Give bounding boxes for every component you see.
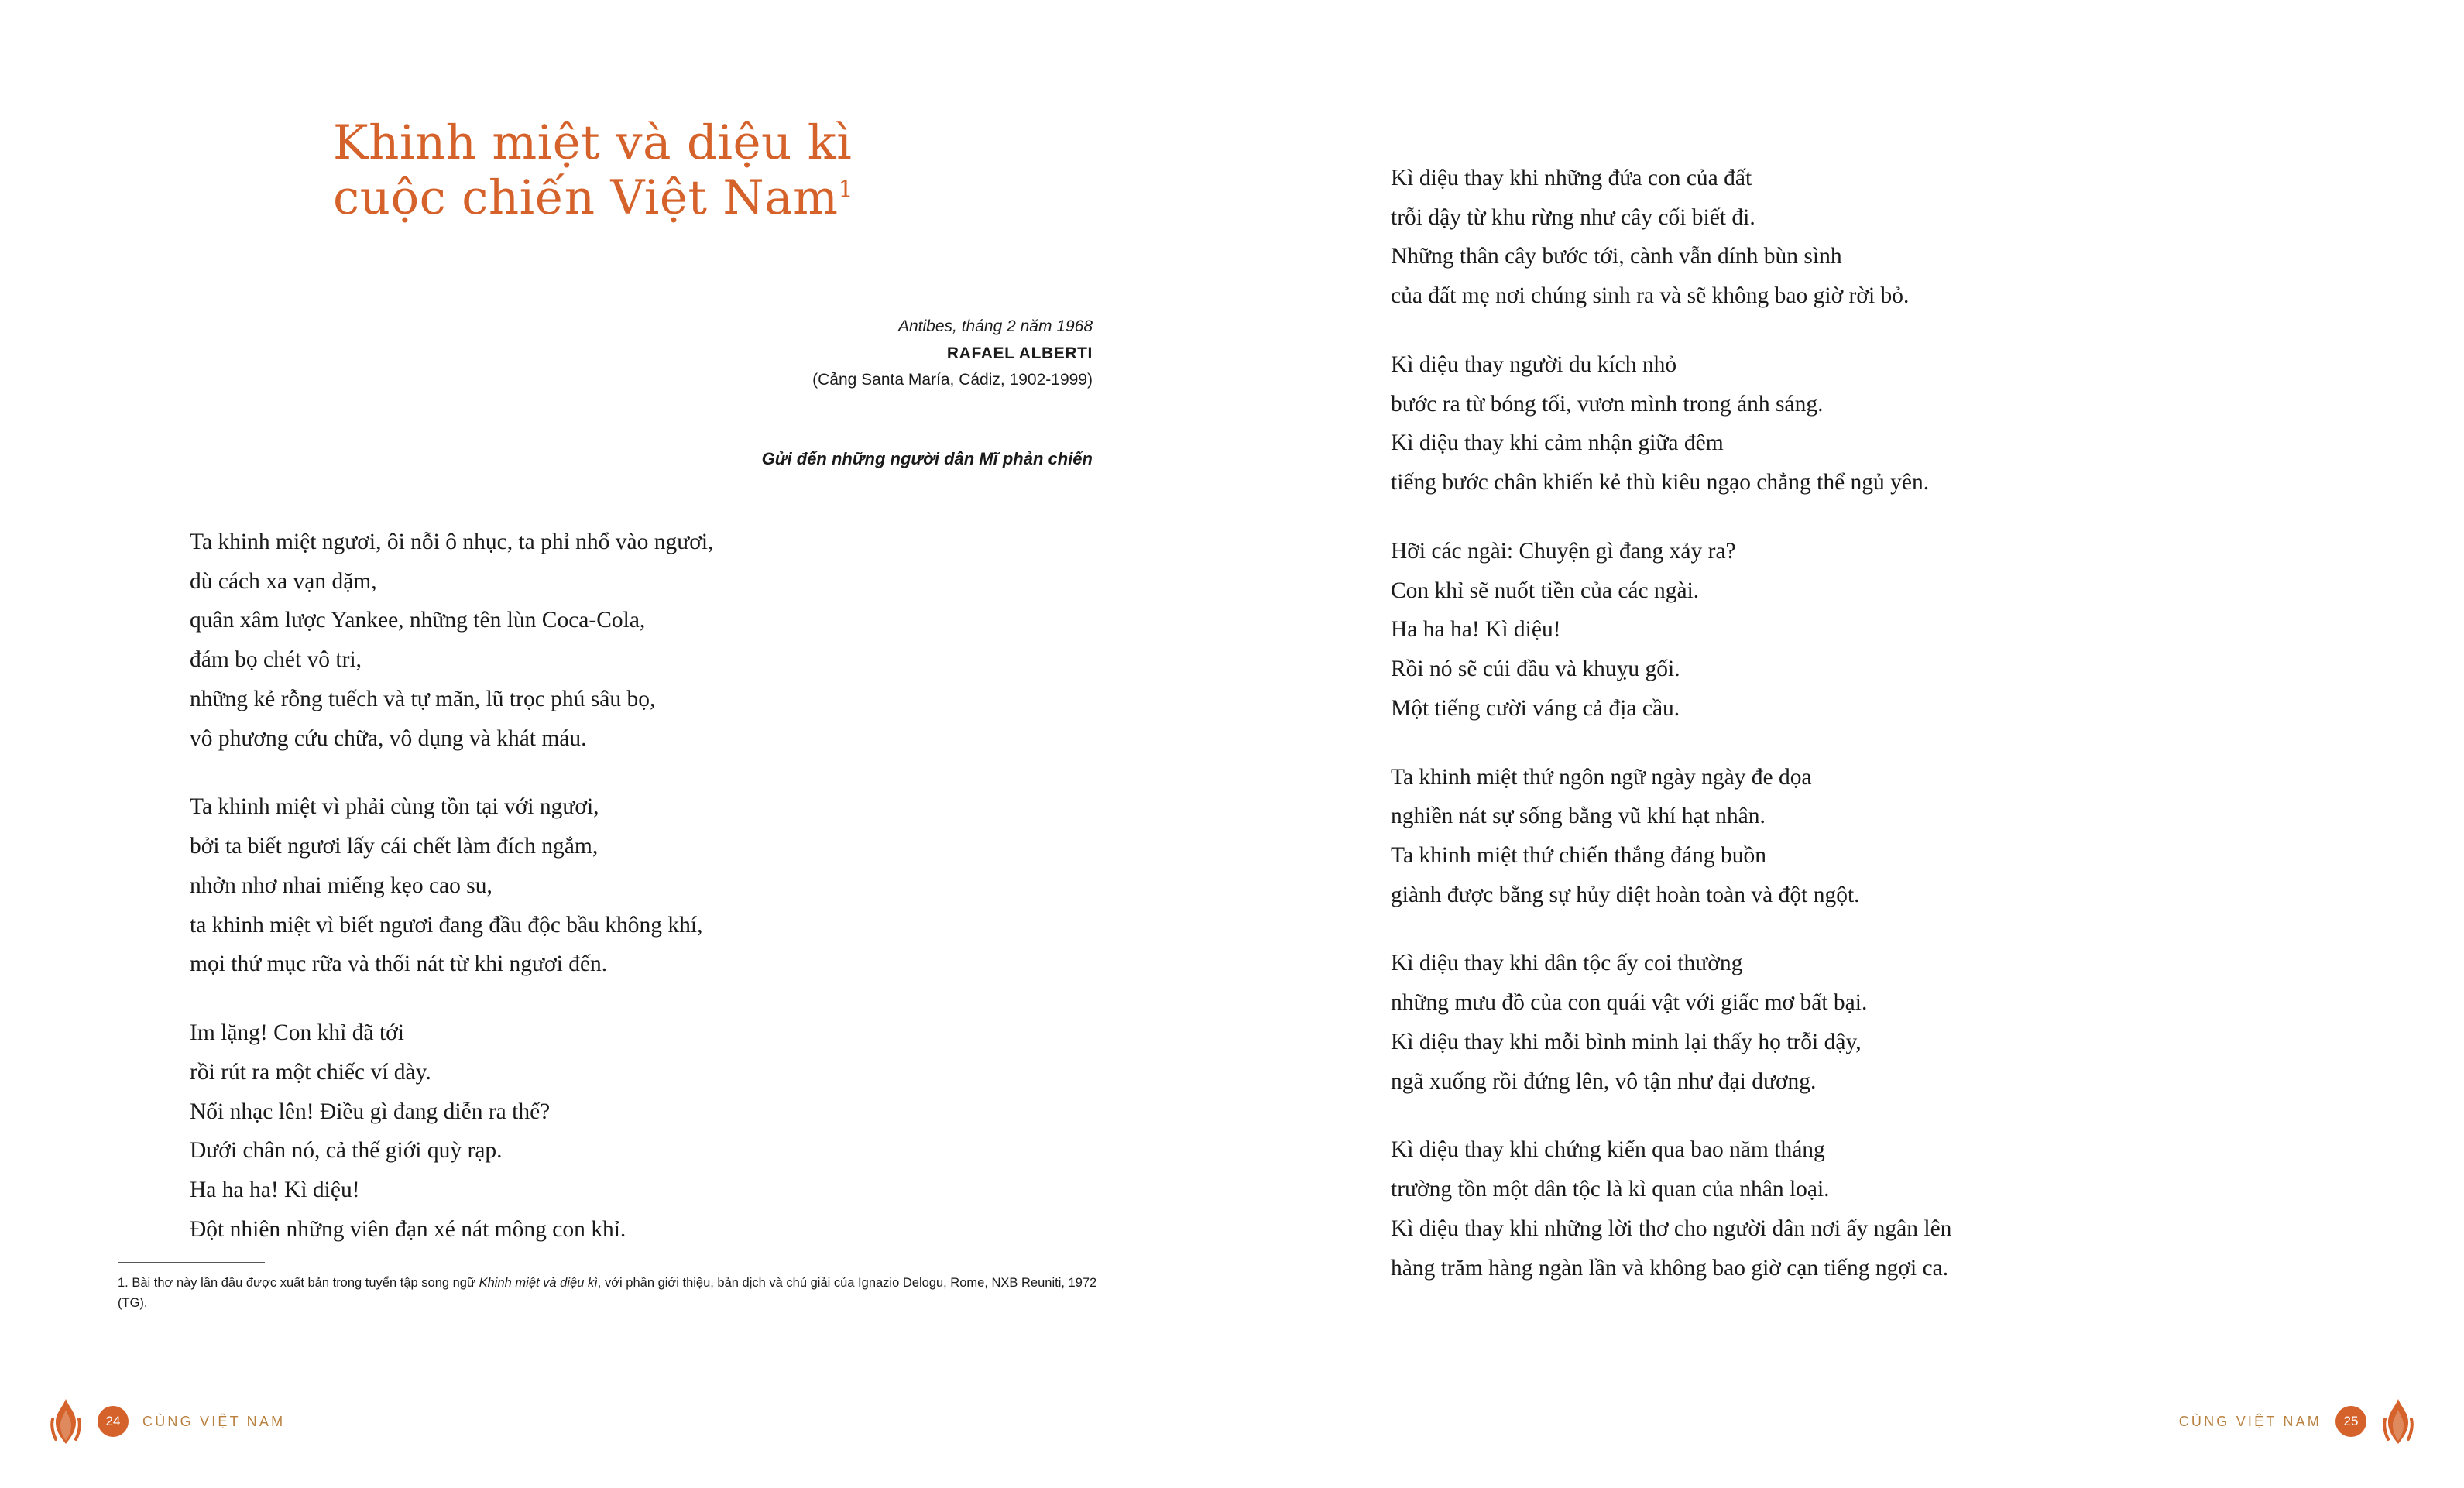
book-title-footer: CÙNG VIỆT NAM [2178,1413,2322,1429]
byline-author: RAFAEL ALBERTI [946,344,1093,362]
right-page-footer [2179,1397,2416,1445]
poem-line: vô phương cứu chữa, vô dụng và khát máu. [190,725,587,751]
poem-line: tiếng bước chân khiến kẻ thù kiêu ngạo chẳng thể ngủ yên. [1391,470,1930,495]
footnote-text-after: , với phần giới thiệu, bản dịch và chú giải của Ignazio Delogu, Rome, NXB Reuniti, 1972 (TG). [118,1276,1097,1310]
poem-line: Một tiếng cười váng cả địa cầu. [1391,695,1680,721]
poem-line: Hỡi các ngài: Chuyện gì đang xảy ra? [1391,538,1736,564]
right-page [1232,0,2464,1488]
stanza [1391,1130,2343,1287]
poem-line: Kì diệu thay khi mỗi bình minh lại thấy họ trỗi dậy, [1391,1029,1862,1054]
byline-place-date: Antibes, tháng 2 năm 1968 [897,317,1093,335]
poem-line: đám bọ chét vô tri, [190,647,362,673]
footnote-text-before: 1. Bài thơ này lần đầu được xuất bản trong tuyển tập song ngữ [118,1276,479,1290]
poem-line: Kì diệu thay khi cảm nhận giữa đêm [1391,430,1724,456]
poem-line: trường tồn một dân tộc là kì quan của nhân loại. [1391,1177,1830,1202]
book-title-footer: CÙNG VIỆT NAM [142,1413,286,1429]
stanza [1391,532,2343,729]
byline [812,314,1093,394]
poem-line: Ta khinh miệt thứ ngôn ngữ ngày ngày đe dọa [1391,764,1812,790]
stanza [190,523,1142,758]
left-poem-body [190,523,1142,1278]
poem-line: nghiền nát sự sống bằng vũ khí hạt nhân. [1391,804,1766,829]
poem-line: của đất mẹ nơi chúng sinh ra và sẽ không bao giờ rời bỏ. [1391,283,1910,309]
poem-line: rồi rút ra một chiếc ví dày. [190,1059,431,1085]
poem-line: Nổi nhạc lên! Điều gì đang diễn ra thế? [190,1099,551,1124]
stanza [1391,758,2343,915]
poem-line: Kì diệu thay khi những lời thơ cho người dân nơi ấy ngân lên [1391,1215,1952,1241]
poem-line: Ta khinh miệt thứ chiến thắng đáng buồn [1391,843,1767,869]
poem-line: Ha ha ha! Kì diệu! [190,1178,360,1203]
page-number: 25 [2335,1406,2366,1437]
poem-line: giành được bằng sự hủy diệt hoàn toàn và đột ngột. [1391,882,1860,907]
poem-line: Im lặng! Con khỉ đã tới [190,1020,404,1046]
poem-line: Đột nhiên những viên đạn xé nát mông con khỉ. [190,1216,626,1242]
poem-line: Kì diệu thay khi chứng kiến qua bao năm tháng [1391,1137,1825,1163]
poem-line: những kẻ rỗng tuếch và tự mãn, lũ trọc phú sâu bọ, [190,686,656,711]
poem-title-footnote-marker: 1 [838,176,854,204]
poem-line: những mưu đồ của con quái vật với giấc mơ bất bại. [1391,990,1868,1016]
footnote-title-italic: Khinh miệt và diệu kì [479,1276,598,1290]
poem-line: Ta khinh miệt ngươi, ôi nỗi ô nhục, ta phỉ nhổ vào ngươi, [190,530,714,554]
page-number: 24 [98,1406,129,1437]
poem-line: ta khinh miệt vì biết ngươi đang đầu độc bầu không khí, [190,912,703,938]
poem-line: bởi ta biết ngươi lấy cái chết làm đích ngắm, [190,834,599,859]
byline-origin: (Cảng Santa María, Cádiz, 1902-1999) [812,371,1093,389]
poem-line: nhởn nhơ nhai miếng kẹo cao su, [190,873,492,898]
poem-line: mọi thứ mục rữa và thối nát từ khi ngươi đến. [190,951,608,977]
poem-line: Ta khinh miệt vì phải cùng tồn tại với ngươi, [190,794,599,820]
poem-title [333,116,1107,226]
poem-line: trỗi dậy từ khu rừng như cây cối biết đi. [1391,204,1755,230]
poem-line: Ha ha ha! Kì diệu! [1391,617,1561,643]
stanza [1391,944,2343,1101]
poem-line: ngã xuống rồi đứng lên, vô tận như đại dương. [1391,1068,1817,1094]
footnote-text [118,1274,1124,1313]
poem-title-line-2 [333,171,1107,226]
poem-line: Rồi nó sẽ cúi đầu và khuỵu gối. [1391,657,1680,682]
poem-line: bước ra từ bóng tối, vươn mình trong ánh sáng. [1391,391,1824,417]
poem-line: Kì diệu thay khi dân tộc ấy coi thường [1391,951,1743,976]
right-poem-body [1391,159,2343,1317]
poem-line: Kì diệu thay khi những đứa con của đất [1391,166,1752,190]
poem-title-line-2-text: cuộc chiến Việt Nam [333,170,839,225]
poem-line: dù cách xa vạn dặm, [190,568,377,594]
poem-line: Con khỉ sẽ nuốt tiền của các ngài. [1391,578,1700,603]
flame-icon [2380,1397,2416,1445]
poem-title-line-1: Khinh miệt và diệu kì [333,115,853,170]
poem-line: Kì diệu thay người du kích nhỏ [1391,351,1677,377]
poem-line: Những thân cây bước tới, cành vẫn dính bùn sình [1391,244,1842,269]
stanza [1391,345,2343,502]
stanza [190,787,1142,984]
poem-line: Dưới chân nó, cả thế giới quỳ rạp. [190,1138,503,1164]
flame-icon [48,1397,84,1445]
stanza [1391,159,2343,316]
footnote [118,1262,1124,1313]
stanza [190,1013,1142,1249]
poem-line: hàng trăm hàng ngàn lần và không bao giờ cạn tiếng ngợi ca. [1391,1255,1949,1281]
left-page-footer [48,1397,285,1445]
footnote-rule [118,1262,265,1263]
poem-dedication: Gửi đến những người dân Mĩ phản chiến [761,449,1093,468]
poem-line: quân xâm lược Yankee, những tên lùn Coca-Cola, [190,608,646,633]
